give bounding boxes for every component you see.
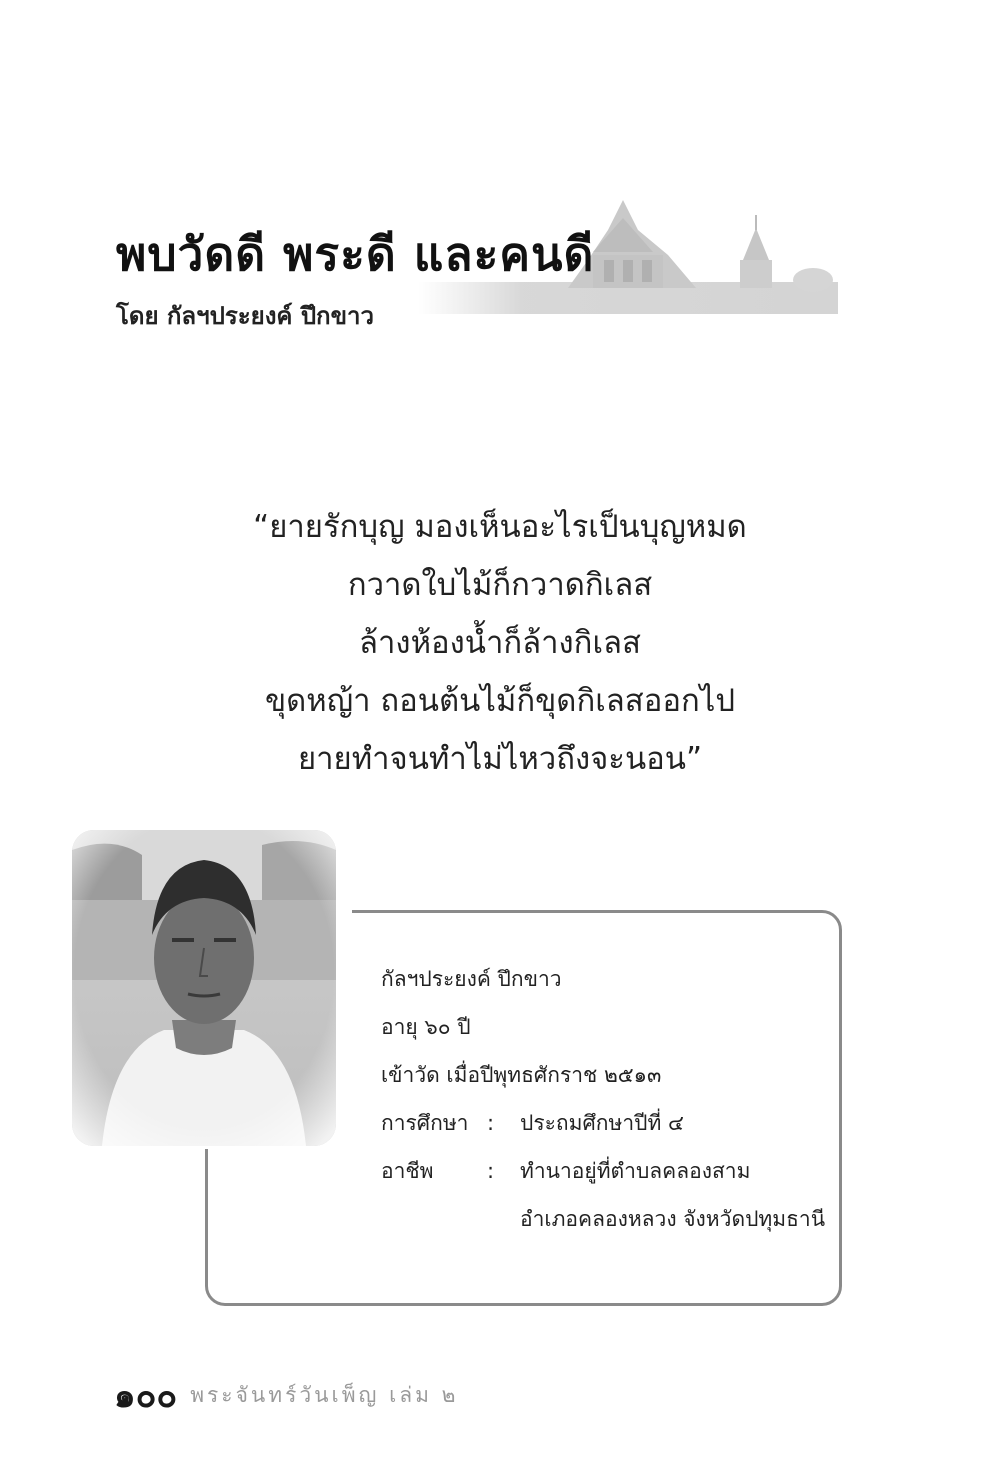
profile-education — [381, 1106, 825, 1154]
book-title: พระจันทร์วันเพ็ญ เล่ม ๒ — [190, 1382, 459, 1407]
quote-block — [120, 498, 880, 788]
occupation-label: อาชีพ — [381, 1159, 434, 1183]
occupation-value-line-1: ทำนาอยู่ที่ตำบลคลองสาม — [520, 1159, 751, 1183]
page-number: ๑๐๐ — [114, 1376, 178, 1416]
occupation-value-line-2: อำเภอคลองหลวง จังหวัดปทุมธานี — [520, 1207, 826, 1231]
profile-age: อายุ ๖๐ ปี — [381, 1015, 471, 1039]
quote-line: ล้างห้องน้ำก็ล้างกิเลส — [359, 625, 641, 661]
article-title: พบวัดดี พระดี และคนดี — [116, 227, 595, 281]
quote-line: กวาดใบไม้ก็กวาดกิเลส — [347, 567, 653, 603]
quote-line: ขุดหญ้า ถอนต้นไม้ก็ขุดกิเลสออกไป — [264, 683, 735, 719]
education-value: ประถมศึกษาปีที่ ๔ — [520, 1111, 684, 1135]
quote-line: ยายทำจนทำไม่ไหวถึงจะนอน” — [297, 741, 702, 777]
education-label: การศึกษา — [381, 1111, 469, 1135]
occupation-separator: : — [487, 1159, 495, 1183]
page-footer — [114, 1368, 459, 1422]
portrait-photo — [72, 830, 336, 1146]
profile-name: กัลฯประยงค์ ปึกขาว — [381, 967, 562, 991]
education-separator: : — [487, 1111, 495, 1135]
profile-details — [381, 962, 825, 1250]
article-byline: โดย กัลฯประยงค์ ปึกขาว — [116, 302, 374, 330]
profile-occupation — [381, 1154, 825, 1202]
quote-line: “ยายรักบุญ มองเห็นอะไรเป็นบุญหมด — [253, 509, 747, 545]
profile-joined: เข้าวัด เมื่อปีพุทธศักราช ๒๕๑๓ — [381, 1063, 662, 1087]
